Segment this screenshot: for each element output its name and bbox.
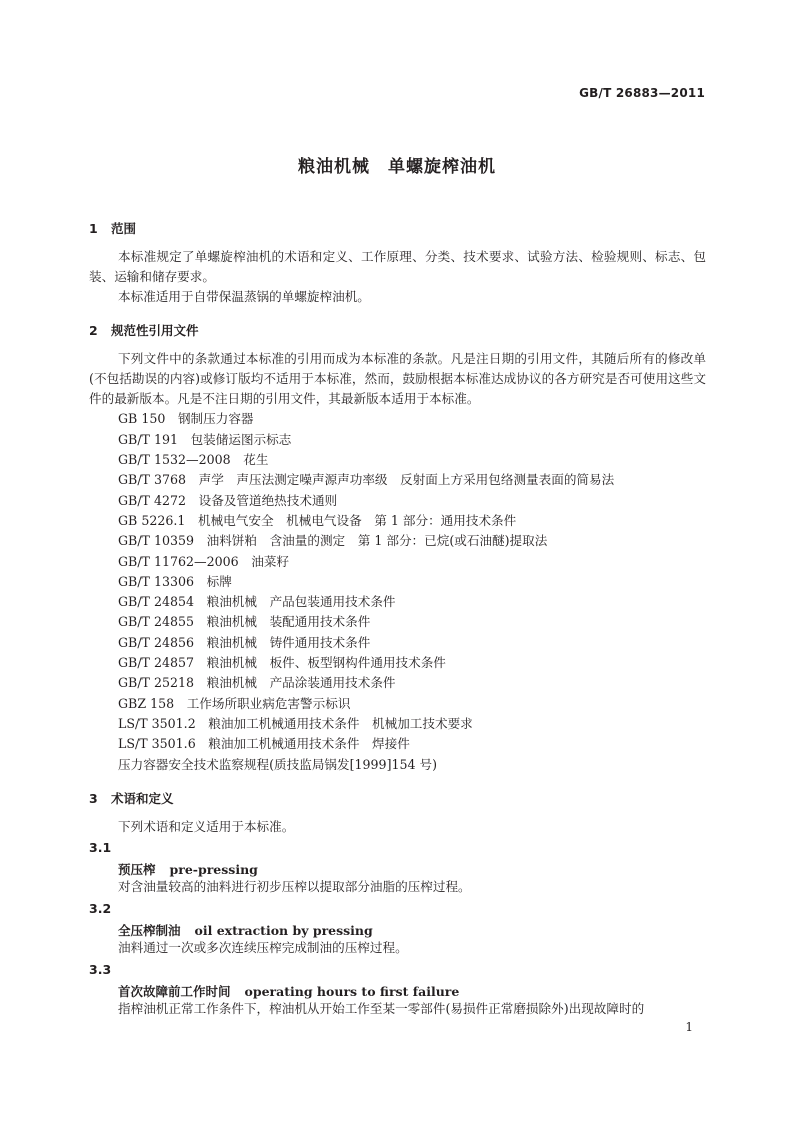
- reference-item: GBZ 158 工作场所职业病危害警示标识: [118, 696, 351, 711]
- term-english: pre-pressing: [169, 862, 258, 877]
- term-chinese: 首次故障前工作时间: [118, 984, 231, 999]
- reference-item: GB/T 25218 粮油机械 产品涂装通用技术条件: [118, 675, 396, 690]
- reference-item: GB 150 钢制压力容器: [118, 411, 254, 426]
- reference-item: GB/T 3768 声学 声压法测定噪声源声功率级 反射面上方采用包络测量表面的简易法: [118, 472, 615, 487]
- section-1-heading: [89, 219, 136, 237]
- references-intro: 下列文件中的条款通过本标准的引用而成为本标准的条款。凡是注日期的引用文件，其随后所有的修改单(不包括勘误的内容)或修订版均不适用于本标准，然而，鼓励根据本标准达成协议的各方研究是否可使用这些文件的最新版本。凡是不注日期的引用文件，其最新版本适用于本标准。: [89, 351, 706, 406]
- reference-item: LS/T 3501.2 粮油加工机械通用技术条件 机械加工技术要求: [118, 716, 473, 731]
- section-number: 1: [89, 221, 98, 236]
- terms-intro: 下列术语和定义适用于本标准。: [118, 819, 295, 834]
- document-title: 粮油机械 单螺旋榨油机: [298, 157, 496, 177]
- reference-item: GB/T 24857 粮油机械 板件、板型钢构件通用技术条件: [118, 655, 446, 670]
- term-chinese: 全压榨制油: [118, 923, 181, 938]
- term-english: oil extraction by pressing: [194, 923, 373, 938]
- standard-code: GB/T 26883—2011: [579, 86, 705, 100]
- section-2-heading: [89, 321, 199, 339]
- term-definition: 油料通过一次或多次连续压榨完成制油的压榨过程。: [118, 940, 408, 955]
- scope-paragraph-2: 本标准适用于自带保温蒸锅的单螺旋榨油机。: [118, 289, 370, 304]
- reference-item: GB/T 10359 油料饼粕 含油量的测定 第 1 部分：已烷(或石油醚)提取法: [118, 533, 548, 548]
- section-title: 规范性引用文件: [111, 323, 199, 338]
- section-number: 3: [89, 791, 98, 806]
- reference-item: GB/T 24855 粮油机械 装配通用技术条件: [118, 614, 371, 629]
- page-number: 1: [685, 1020, 693, 1034]
- term-number: 3.2: [89, 901, 112, 916]
- reference-item: LS/T 3501.6 粮油加工机械通用技术条件 焊接件: [118, 736, 410, 751]
- reference-item: GB 5226.1 机械电气安全 机械电气设备 第 1 部分：通用技术条件: [118, 513, 517, 528]
- term-english: operating hours to first failure: [244, 984, 460, 999]
- reference-item: GB/T 11762—2006 油菜籽: [118, 554, 290, 569]
- term-number: 3.3: [89, 962, 112, 977]
- section-3-heading: [89, 789, 174, 807]
- term-chinese: 预压榨: [118, 862, 156, 877]
- reference-item: 压力容器安全技术监察规程(质技监局锅发[1999]154 号): [118, 757, 438, 772]
- term-definition: 对含油量较高的油料进行初步压榨以提取部分油脂的压榨过程。: [118, 879, 471, 894]
- reference-item: GB/T 191 包装储运图示标志: [118, 432, 292, 447]
- term-definition: 指榨油机正常工作条件下，榨油机从开始工作至某一零部件(易损件正常磨损除外)出现故障时的: [118, 1001, 645, 1016]
- reference-item: GB/T 1532—2008 花生: [118, 452, 269, 467]
- reference-item: GB/T 24854 粮油机械 产品包装通用技术条件: [118, 594, 396, 609]
- reference-item: GB/T 24856 粮油机械 铸件通用技术条件: [118, 635, 371, 650]
- section-title: 范围: [111, 221, 137, 236]
- term-heading: [118, 982, 459, 1000]
- term-number: 3.1: [89, 840, 112, 855]
- term-heading: [118, 860, 258, 878]
- section-title: 术语和定义: [111, 791, 174, 806]
- reference-item: GB/T 4272 设备及管道绝热技术通则: [118, 493, 338, 508]
- term-heading: [118, 921, 373, 939]
- scope-paragraph-1: 本标准规定了单螺旋榨油机的术语和定义、工作原理、分类、技术要求、试验方法、检验规则、标志、包装、运输和储存要求。: [89, 249, 706, 284]
- section-number: 2: [89, 323, 98, 338]
- reference-item: GB/T 13306 标牌: [118, 574, 232, 589]
